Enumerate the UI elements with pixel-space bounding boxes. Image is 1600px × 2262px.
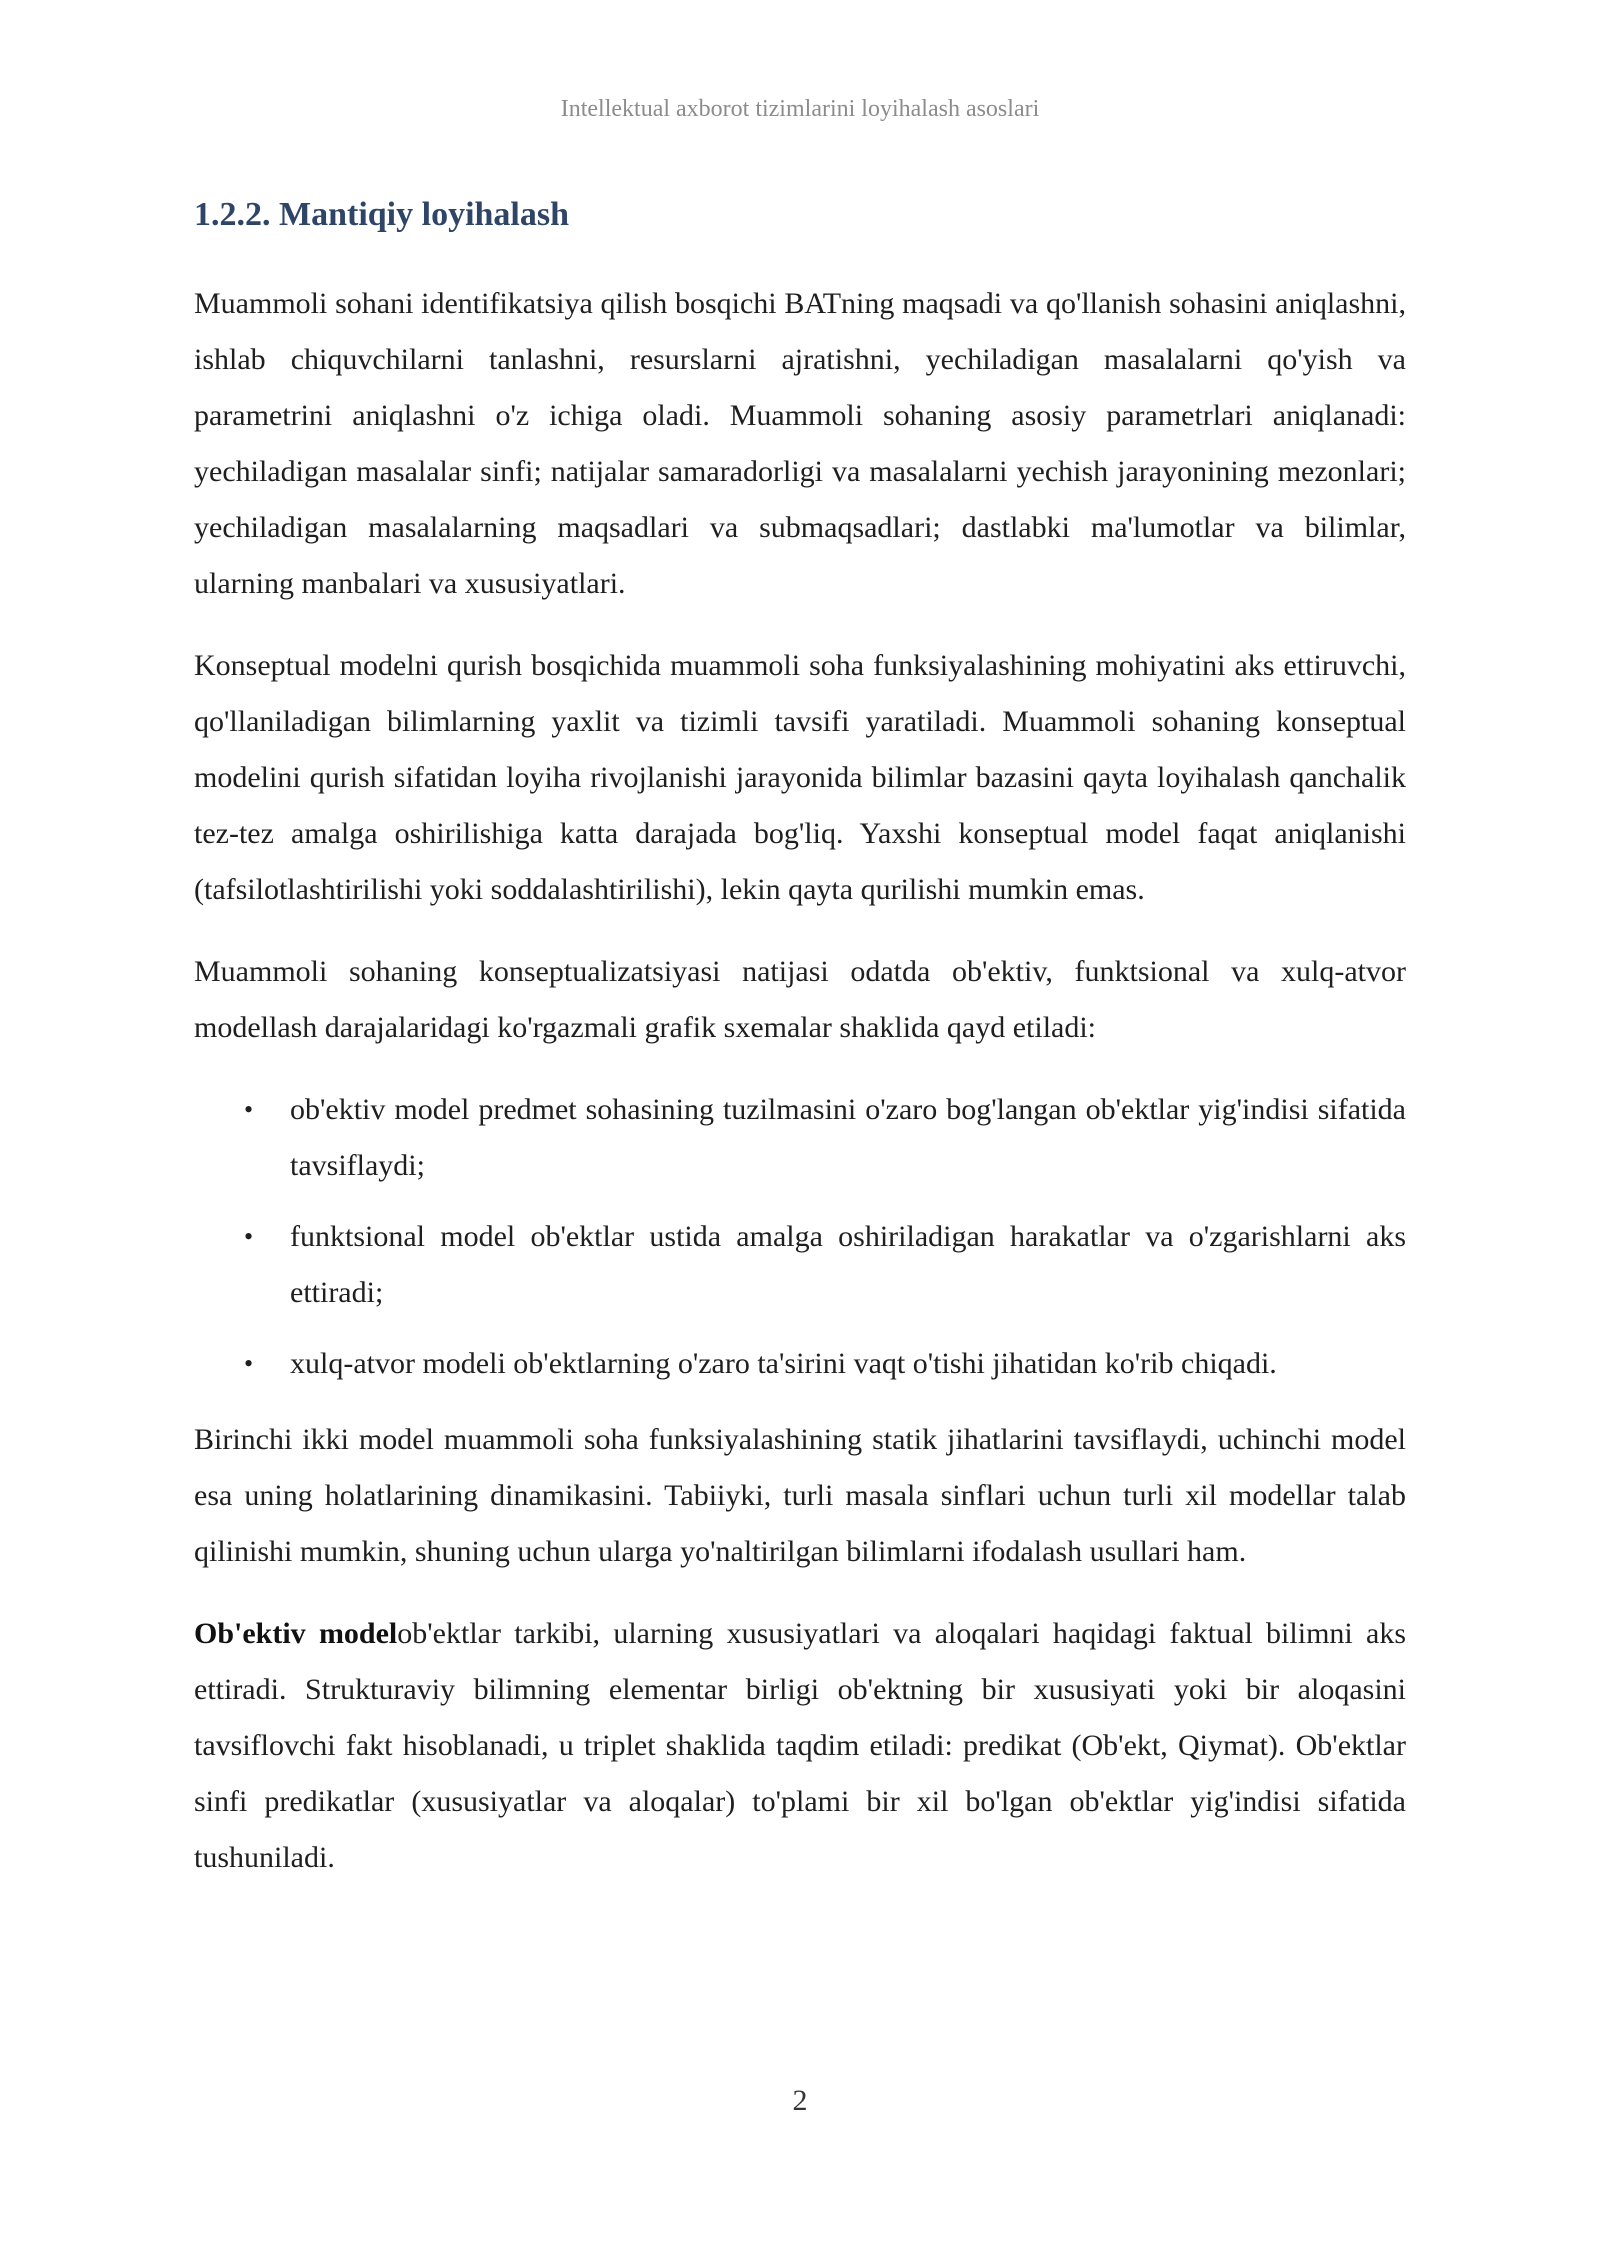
paragraph: Muammoli sohani identifikatsiya qilish bosqichi BATning maqsadi va qo'llanish sohasini aniqlashni, ishlab chiquvchilarni tanlashni, resurslarni ajratishni, yechiladigan masalalarni qo'yish va parametrini aniqlashni o'z ichiga oladi. Muammoli sohaning asosiy parametrlari aniqlanadi: yechiladigan masalalar sinfi; natijalar samaradorligi va masalalarni yechish jarayonining mezonlari; yechiladigan masalalarning maqsadlari va submaqsadlari; dastlabki ma'lumotlar va bilimlar, ularning manbalari va xususiyatlari. [194, 287, 1406, 600]
page-content [194, 190, 1406, 1912]
paragraph: Muammoli sohaning konseptualizatsiyasi natijasi odatda ob'ektiv, funktsional va xulq-atvor modellash darajalaridagi ko'rgazmali grafik sxemalar shaklida qayd etiladi: [194, 955, 1406, 1044]
list-item-text: xulq-atvor modeli ob'ektlarning o'zaro ta'sirini vaqt o'tishi jihatidan ko'rib chiqadi. [290, 1347, 1277, 1380]
bullet-icon: • [244, 1349, 254, 1378]
section-heading: 1.2.2. Mantiqiy loyihalash [194, 196, 570, 233]
page-number: 2 [792, 2084, 808, 2117]
list-item [194, 1336, 1406, 1392]
bold-term: Ob'ektiv model [194, 1617, 398, 1650]
paragraph: Konseptual modelni qurish bosqichida muammoli soha funksiyalashining mohiyatini aks ettiruvchi, qo'llaniladigan bilimlarning yaxlit va tizimli tavsifi yaratiladi. Muammoli sohaning konseptual modelini qurish sifatidan loyiha rivojlanishi jarayonida bilimlar bazasini qayta loyihalash qanchalik tez-tez amalga oshirilishiga katta darajada bog'liq. Yaxshi konseptual model faqat aniqlanishi (tafsilotlashtirilishi yoki soddalashtirilishi), lekin qayta qurilishi mumkin emas. [194, 649, 1406, 906]
bullet-icon: • [244, 1095, 254, 1124]
paragraph: Birinchi ikki model muammoli soha funksiyalashining statik jihatlarini tavsiflaydi, uchinchi model esa uning holatlarining dinamikasini. Tabiiyki, turli masala sinflari uchun turli xil modellar talab qilinishi mumkin, shuning uchun ularga yo'naltirilgan bilimlarni ifodalash usullari ham. [194, 1423, 1406, 1568]
list-item [194, 1082, 1406, 1194]
list-item-text: ob'ektiv model predmet sohasining tuzilmasini o'zaro bog'langan ob'ektlar yig'indisi sifatida tavsiflaydi; [290, 1093, 1406, 1182]
list-item-text: funktsional model ob'ektlar ustida amalga oshiriladigan harakatlar va o'zgarishlarni aks ettiradi; [290, 1220, 1406, 1309]
bullet-list [194, 1082, 1406, 1392]
list-item [194, 1209, 1406, 1321]
paragraph-text: ob'ektlar tarkibi, ularning xususiyatlari va aloqalari haqidagi faktual bilimni aks ettiradi. Strukturaviy bilimning elementar birligi ob'ektning bir xususiyati yoki bir aloqasini tavsiflovchi fakt hisoblanadi, u triplet shaklida taqdim etiladi: predikat (Ob'ekt, Qiymat). Ob'ektlar sinfi predikatlar (xususiyatlar va aloqalar) to'plami bir xil bo'lgan ob'ektlar yig'indisi sifatida tushuniladi. [194, 1617, 1406, 1874]
bullet-icon: • [244, 1222, 254, 1251]
running-header: Intellektual axborot tizimlarini loyihalash asoslari [560, 96, 1040, 122]
paragraph-objective-model [194, 1606, 1406, 1886]
